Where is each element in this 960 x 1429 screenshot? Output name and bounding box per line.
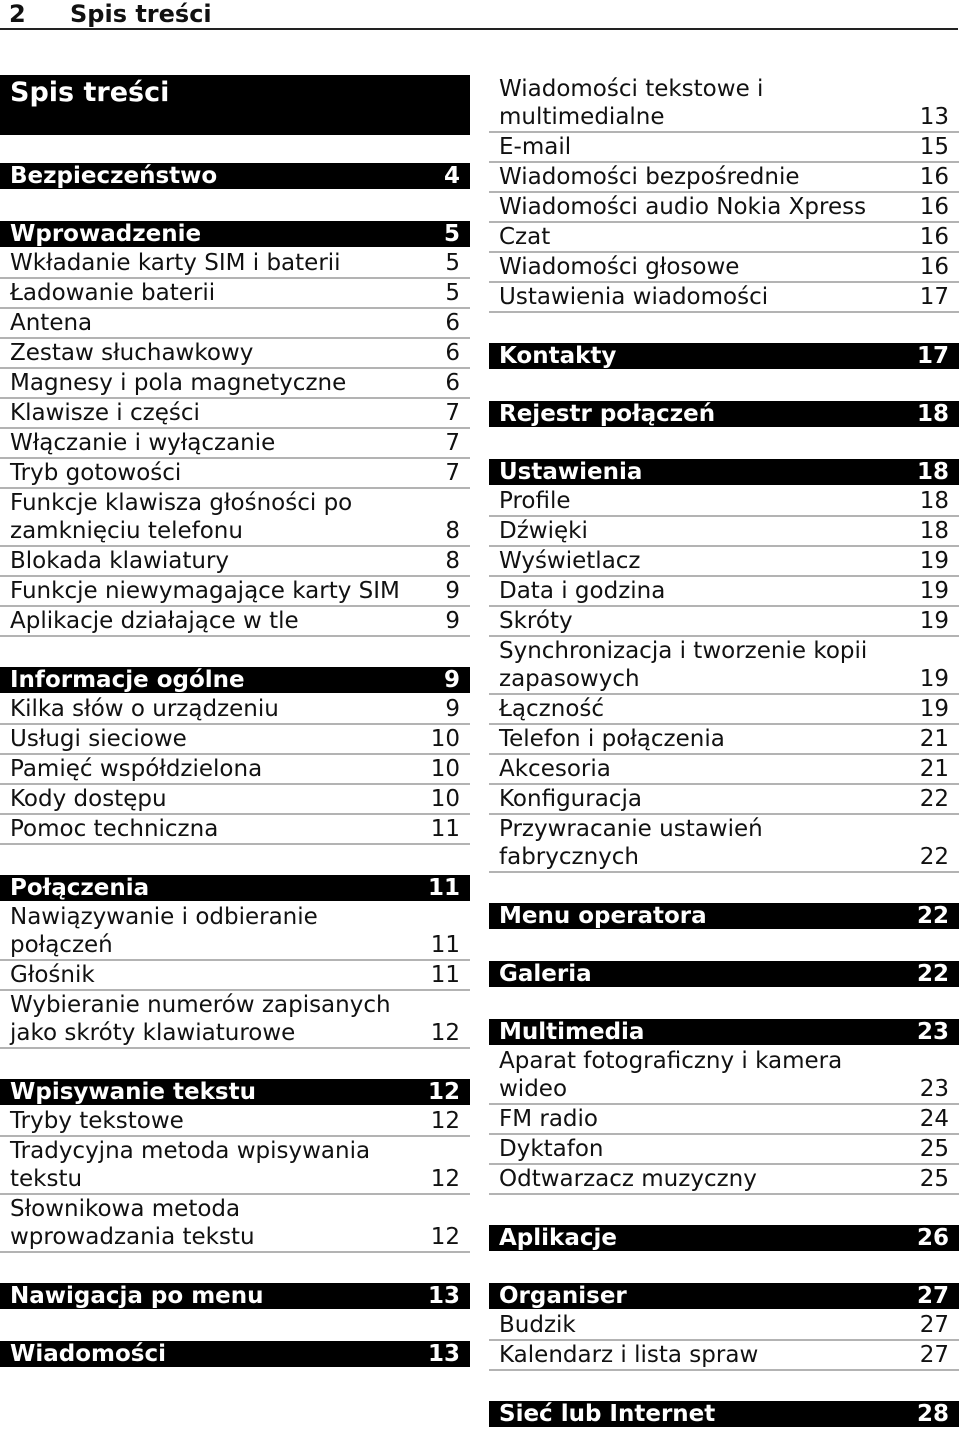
toc-section-nawigacja-po-menu[interactable] (0, 1283, 470, 1309)
toc-entry[interactable] (0, 577, 470, 607)
toc-section-multimedia[interactable] (489, 1019, 959, 1045)
toc-entry[interactable] (489, 815, 959, 873)
toc-section-rejestr-polaczen[interactable] (489, 401, 959, 427)
entry-page-number: 7 (445, 400, 460, 426)
section-spacer (489, 1253, 959, 1283)
entry-page-number: 8 (445, 548, 460, 574)
section-title: Wprowadzenie (10, 221, 202, 247)
entry-title: Blokada klawiatury (10, 548, 230, 574)
section-title: Wpisywanie tekstu (10, 1079, 256, 1105)
entry-page-number: 10 (430, 756, 460, 782)
entry-title: FM radio (499, 1106, 598, 1132)
entry-title: Tryb gotowości (10, 460, 182, 486)
section-page-number: 22 (916, 903, 949, 929)
toc-entry[interactable] (489, 1341, 959, 1371)
toc-entry[interactable] (489, 1311, 959, 1341)
toc-section-wprowadzenie[interactable] (0, 221, 470, 247)
toc-entry[interactable] (0, 369, 470, 399)
section-spacer (489, 1195, 959, 1225)
entry-title: Profile (499, 488, 571, 514)
toc-entry[interactable] (489, 223, 959, 253)
section-page-number: 18 (916, 459, 949, 485)
entry-title: Dźwięki (499, 518, 588, 544)
entry-page-number: 5 (445, 250, 460, 276)
toc-entry[interactable] (489, 1165, 959, 1195)
section-page-number: 17 (916, 343, 949, 369)
entry-page-number: 21 (919, 756, 949, 782)
entry-title: Aparat fotograficzny i kamera wideo (499, 1048, 843, 1102)
entry-page-number: 17 (919, 284, 949, 310)
toc-entry[interactable] (0, 459, 470, 489)
section-title: Ustawienia (499, 459, 643, 485)
entry-title: Wyświetlacz (499, 548, 641, 574)
entry-page-number: 9 (445, 696, 460, 722)
toc-entry[interactable] (489, 577, 959, 607)
entry-title: Odtwarzacz muzyczny (499, 1166, 757, 1192)
section-title: Kontakty (499, 343, 617, 369)
entry-page-number: 6 (445, 340, 460, 366)
entry-title: Synchronizacja i tworzenie kopii zapasowych (499, 638, 868, 692)
entry-page-number: 8 (445, 518, 460, 544)
entry-title: Zestaw słuchawkowy (10, 340, 254, 366)
entry-title: E-mail (499, 134, 572, 160)
page-number: 2 (9, 0, 26, 28)
entry-page-number: 27 (919, 1312, 949, 1338)
entry-page-number: 11 (430, 816, 460, 842)
entry-title: Łączność (499, 696, 605, 722)
section-title: Sieć lub Internet (499, 1401, 716, 1427)
entry-page-number: 12 (430, 1224, 460, 1250)
toc-entry[interactable] (0, 725, 470, 755)
toc-entry[interactable] (489, 253, 959, 283)
entry-page-number: 19 (919, 608, 949, 634)
toc-entry[interactable] (0, 607, 470, 637)
toc-section-organiser[interactable] (489, 1283, 959, 1309)
entry-title: Czat (499, 224, 551, 250)
toc-entry[interactable] (489, 75, 959, 133)
entry-title: Przywracanie ustawień fabrycznych (499, 816, 763, 870)
section-spacer (489, 989, 959, 1019)
section-page-number: 22 (916, 961, 949, 987)
section-spacer (489, 873, 959, 903)
section-spacer (489, 429, 959, 459)
entry-title: Klawisze i części (10, 400, 200, 426)
entry-page-number: 7 (445, 430, 460, 456)
entry-title: Data i godzina (499, 578, 666, 604)
entry-page-number: 11 (430, 932, 460, 958)
section-title: Multimedia (499, 1019, 645, 1045)
entry-page-number: 16 (919, 164, 949, 190)
entry-page-number: 16 (919, 254, 949, 280)
section-spacer (0, 1311, 470, 1341)
section-page-number: 28 (916, 1401, 949, 1427)
entry-page-number: 6 (445, 370, 460, 396)
section-page-number: 11 (427, 875, 460, 901)
entry-page-number: 16 (919, 224, 949, 250)
page-header (0, 0, 958, 30)
running-title: Spis treści (70, 0, 212, 28)
toc-entry[interactable] (0, 1195, 470, 1253)
entry-title: Konfiguracja (499, 786, 642, 812)
entry-title: Budzik (499, 1312, 576, 1338)
entry-page-number: 11 (430, 962, 460, 988)
toc-entry[interactable] (489, 193, 959, 223)
section-title: Menu operatora (499, 903, 707, 929)
section-title: Aplikacje (499, 1225, 617, 1251)
section-spacer (0, 637, 470, 667)
entry-title: Kilka słów o urządzeniu (10, 696, 279, 722)
entry-title: Nawiązywanie i odbieranie połączeń (10, 904, 318, 958)
toc-section-bezpieczenstwo[interactable] (0, 163, 470, 189)
section-spacer (0, 845, 470, 875)
toc-entry[interactable] (0, 1137, 470, 1195)
section-page-number: 5 (443, 221, 460, 247)
entry-title: Tryby tekstowe (10, 1108, 184, 1134)
toc-entry[interactable] (489, 607, 959, 637)
section-page-number: 12 (427, 1079, 460, 1105)
section-spacer (0, 1049, 470, 1079)
entry-page-number: 9 (445, 578, 460, 604)
section-page-number: 13 (427, 1341, 460, 1367)
section-title: Połączenia (10, 875, 150, 901)
entry-page-number: 25 (919, 1166, 949, 1192)
entry-title: Wiadomości głosowe (499, 254, 740, 280)
toc-entry[interactable] (0, 339, 470, 369)
entry-page-number: 27 (919, 1342, 949, 1368)
entry-page-number: 10 (430, 786, 460, 812)
entry-page-number: 19 (919, 696, 949, 722)
toc-entry[interactable] (489, 755, 959, 785)
toc-section-kontakty[interactable] (489, 343, 959, 369)
toc-column-right (489, 75, 959, 1429)
entry-page-number: 12 (430, 1108, 460, 1134)
entry-page-number: 18 (919, 518, 949, 544)
section-title: Organiser (499, 1283, 627, 1309)
toc-entry[interactable] (0, 785, 470, 815)
section-spacer (489, 371, 959, 401)
entry-page-number: 16 (919, 194, 949, 220)
toc-entry[interactable] (489, 1105, 959, 1135)
entry-page-number: 23 (919, 1076, 949, 1102)
section-title: Rejestr połączeń (499, 401, 716, 427)
toc-entry[interactable] (0, 429, 470, 459)
entry-title: Usługi sieciowe (10, 726, 187, 752)
section-spacer (489, 931, 959, 961)
entry-page-number: 19 (919, 548, 949, 574)
entry-page-number: 22 (919, 844, 949, 870)
toc-entry[interactable] (0, 279, 470, 309)
toc-column-left (0, 75, 470, 1369)
entry-title: Funkcje niewymagające karty SIM (10, 578, 400, 604)
entry-page-number: 22 (919, 786, 949, 812)
toc-entry[interactable] (0, 815, 470, 845)
section-title: Nawigacja po menu (10, 1283, 264, 1309)
entry-title: Wkładanie karty SIM i baterii (10, 250, 341, 276)
entry-title: Skróty (499, 608, 573, 634)
toc-entry[interactable] (0, 1107, 470, 1137)
entry-title: Dyktafon (499, 1136, 604, 1162)
toc-entry[interactable] (489, 785, 959, 815)
toc-entry[interactable] (489, 487, 959, 517)
section-page-number: 13 (427, 1283, 460, 1309)
toc-section-aplikacje[interactable] (489, 1225, 959, 1251)
toc-section-wpisywanie-tekstu[interactable] (0, 1079, 470, 1105)
entry-page-number: 6 (445, 310, 460, 336)
entry-title: Aplikacje działające w tle (10, 608, 299, 634)
entry-page-number: 15 (919, 134, 949, 160)
entry-page-number: 19 (919, 578, 949, 604)
toc-section-polaczenia[interactable] (0, 875, 470, 901)
entry-title: Pomoc techniczna (10, 816, 219, 842)
toc-section-menu-operatora[interactable] (489, 903, 959, 929)
entry-title: Kody dostępu (10, 786, 167, 812)
toc-entry[interactable] (489, 547, 959, 577)
section-page-number: 23 (916, 1019, 949, 1045)
entry-title: Wiadomości tekstowe i multimedialne (499, 76, 764, 130)
toc-entry[interactable] (489, 725, 959, 755)
entry-title: Magnesy i pola magnetyczne (10, 370, 347, 396)
entry-page-number: 7 (445, 460, 460, 486)
toc-entry[interactable] (0, 489, 470, 547)
section-spacer (0, 1253, 470, 1283)
toc-entry[interactable] (0, 695, 470, 725)
section-spacer (0, 191, 470, 221)
entry-title: Włączanie i wyłączanie (10, 430, 276, 456)
entry-title: Akcesoria (499, 756, 611, 782)
toc-section-galeria[interactable] (489, 961, 959, 987)
entry-page-number: 9 (445, 608, 460, 634)
section-spacer (489, 313, 959, 343)
section-title: Bezpieczeństwo (10, 163, 218, 189)
entry-title: Wiadomości audio Nokia Xpress (499, 194, 867, 220)
section-title: Informacje ogólne (10, 667, 245, 693)
entry-page-number: 10 (430, 726, 460, 752)
toc-section-wiadomosci[interactable] (0, 1341, 470, 1367)
entry-title: Ładowanie baterii (10, 280, 216, 306)
toc-entry[interactable] (0, 903, 470, 961)
section-title: Galeria (499, 961, 592, 987)
entry-title: Kalendarz i lista spraw (499, 1342, 759, 1368)
entry-title: Pamięć współdzielona (10, 756, 263, 782)
toc-entry[interactable] (0, 755, 470, 785)
section-page-number: 27 (916, 1283, 949, 1309)
entry-title: Telefon i połączenia (499, 726, 725, 752)
toc-entry[interactable] (0, 399, 470, 429)
section-page-number: 4 (443, 163, 460, 189)
toc-entry[interactable] (489, 163, 959, 193)
section-page-number: 26 (916, 1225, 949, 1251)
entry-title: Antena (10, 310, 93, 336)
entry-title: Wiadomości bezpośrednie (499, 164, 800, 190)
toc-section-ustawienia[interactable] (489, 459, 959, 485)
toc-section-siec-lub-internet[interactable] (489, 1401, 959, 1427)
toc-entry[interactable] (0, 309, 470, 339)
section-page-number: 18 (916, 401, 949, 427)
section-title: Wiadomości (10, 1341, 167, 1367)
entry-page-number: 12 (430, 1020, 460, 1046)
toc-entry[interactable] (489, 283, 959, 313)
entry-page-number: 21 (919, 726, 949, 752)
toc-title: Spis treści (0, 75, 470, 135)
entry-page-number: 18 (919, 488, 949, 514)
entry-title: Ustawienia wiadomości (499, 284, 769, 310)
entry-title: Funkcje klawisza głośności po zamknięciu telefonu (10, 490, 353, 544)
toc-entry[interactable] (489, 637, 959, 695)
entry-page-number: 5 (445, 280, 460, 306)
section-page-number: 9 (443, 667, 460, 693)
entry-title: Głośnik (10, 962, 95, 988)
toc-entry[interactable] (489, 1047, 959, 1105)
entry-title: Wybieranie numerów zapisanych jako skróty klawiaturowe (10, 992, 391, 1046)
section-spacer (489, 1371, 959, 1401)
entry-page-number: 25 (919, 1136, 949, 1162)
toc-entry[interactable] (0, 249, 470, 279)
toc-entry[interactable] (0, 547, 470, 577)
entry-title: Słownikowa metoda wprowadzania tekstu (10, 1196, 255, 1250)
toc-section-informacje-ogolne[interactable] (0, 667, 470, 693)
toc-entry[interactable] (489, 517, 959, 547)
toc-entry[interactable] (489, 1135, 959, 1165)
toc-entry[interactable] (0, 961, 470, 991)
entry-page-number: 13 (919, 104, 949, 130)
entry-title: Tradycyjna metoda wpisywania tekstu (10, 1138, 371, 1192)
entry-page-number: 12 (430, 1166, 460, 1192)
toc-entry[interactable] (0, 991, 470, 1049)
toc-entry[interactable] (489, 695, 959, 725)
entry-page-number: 24 (919, 1106, 949, 1132)
entry-page-number: 19 (919, 666, 949, 692)
toc-entry[interactable] (489, 133, 959, 163)
